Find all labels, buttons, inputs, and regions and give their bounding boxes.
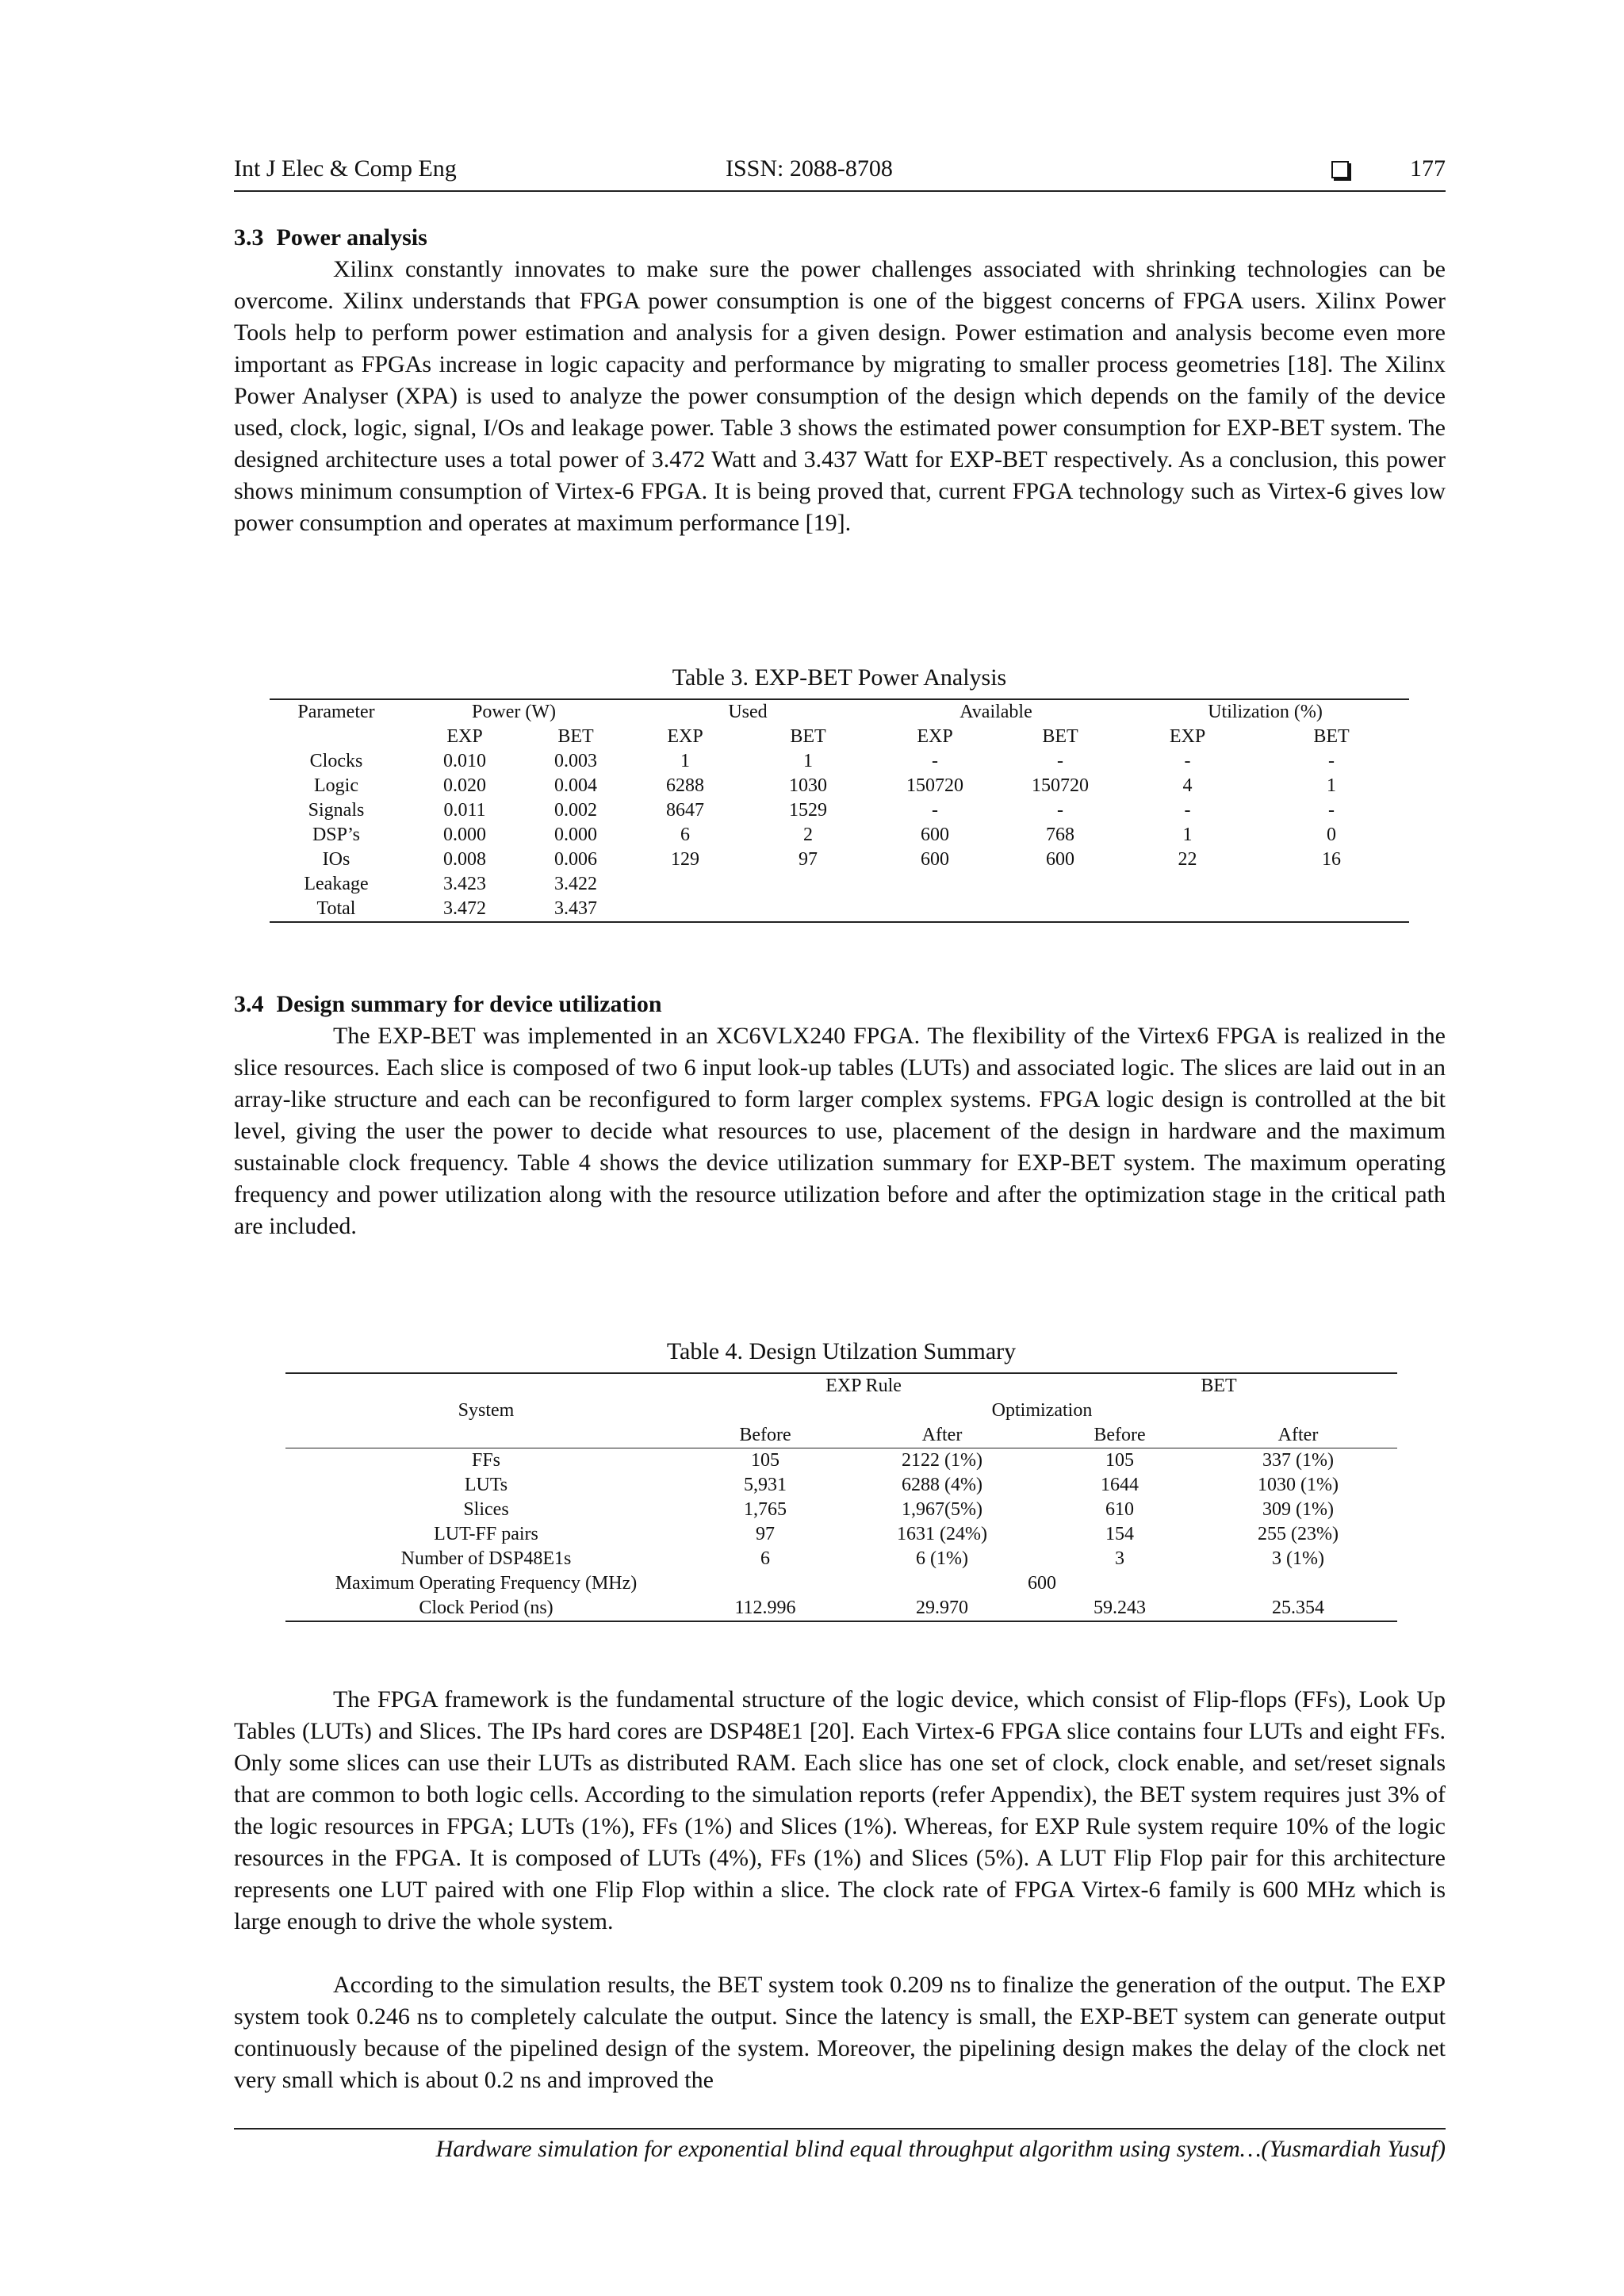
table-row <box>270 897 1409 922</box>
table-cell: 150720 <box>906 775 963 796</box>
table-cell: 16 <box>1322 849 1341 870</box>
table-row <box>285 1596 1397 1621</box>
body-paragraph-1: The FPGA framework is the fundamental structure of the logic device, which consist of Flip-flops (FFs), Look Up Tables (LUTs) and Slices. The IPs hard cores are DSP48E1 [20]. Each Virtex-6 FPGA slice contains four LUTs and eight FFs. Only some slices can use their LUTs as distributed RAM. Each slice has one set of clock, clock enable, and set/reset signals that are common to both logic cells. According to the simulation reports (refer Appendix), the BET system requires just 3% of the logic resources in FPGA; LUTs (1%), FFs (1%) and Slices (1%). Whereas, for EXP Rule system require 10% of the logic resources in the FPGA. It is composed of LUTs (4%), FFs (1%) and Slices (5%). A LUT Flip Flop pair for this architecture represents one LUT paired with one Flip Flop within a slice. The clock rate of FPGA Virtex-6 family is 600 MHz which is large enough to drive the whole system. <box>234 1686 1446 1934</box>
table3-header-cell: Utilization (%) <box>1121 699 1409 725</box>
table-cell: 600 <box>921 849 949 870</box>
table-row <box>285 1571 1397 1596</box>
table-cell: 3.423 <box>443 874 486 894</box>
table-cell: - <box>1184 751 1191 771</box>
table-cell: 112.996 <box>687 1596 844 1621</box>
table-row <box>285 1448 1397 1474</box>
table3-subheader-cell: EXP <box>446 726 483 747</box>
table-cell: 3 (1%) <box>1272 1548 1324 1569</box>
table-cell: 0.000 <box>554 825 597 845</box>
power-analysis-paragraph: Xilinx constantly innovates to make sure the power challenges associated with shrinking technologies can be overcome. Xilinx understands that FPGA power consumption is one of the biggest concerns of FPGA users. Xilinx Power Tools help to perform power estimation and analysis for a given design. Power estimation and analysis become even more important as FPGAs increase in logic capacity and performance by migrating to smaller process geometries [18]. The Xilinx Power Analyser (XPA) is used to analyze the power consumption of the design which depends on the family of the device used, clock, logic, signal, I/Os and leakage power. Table 3 shows the estimated power consumption for EXP-BET system. The designed architecture uses a total power of 3.472 Watt and 3.437 Watt for EXP-BET respectively. As a conclusion, this power shows minimum consumption of Virtex-6 FPGA. It is being proved that, current FPGA technology such as Virtex-6 gives low power consumption and operates at maximum performance [19]. <box>234 256 1446 536</box>
table-cell: - <box>1184 800 1191 821</box>
table3-subheader-cell: BET <box>1042 726 1078 747</box>
table3-header-cell: Parameter <box>270 699 403 725</box>
table3-subheader-cell: BET <box>1313 726 1350 747</box>
table-row <box>270 848 1409 872</box>
section-heading-power-analysis <box>234 224 427 251</box>
table4-design-utilization <box>285 1372 1397 1622</box>
table-cell: 105 <box>1105 1450 1134 1471</box>
table3-caption: Table 3. EXP-BET Power Analysis <box>672 664 1007 691</box>
table-cell: 3.472 <box>403 897 527 922</box>
table-cell: Logic <box>314 775 358 796</box>
table-cell: 3.422 <box>554 874 597 894</box>
table-cell: 0.000 <box>443 825 486 845</box>
table-cell: LUTs <box>464 1475 508 1495</box>
table-cell: 309 (1%) <box>1262 1499 1334 1520</box>
table4-subheader-cell: Before <box>687 1423 844 1448</box>
table3-header-row <box>270 699 1409 725</box>
table-cell: 0.010 <box>443 751 486 771</box>
table-cell: Clocks <box>309 751 363 771</box>
square-icon <box>1331 161 1349 178</box>
table-cell: 105 <box>751 1450 779 1471</box>
table-cell: 1644 <box>1101 1475 1139 1495</box>
table-cell: LUT-FF pairs <box>434 1524 538 1544</box>
table-cell: 97 <box>756 1524 775 1544</box>
table-cell: 0.006 <box>554 849 597 870</box>
table-cell: 337 (1%) <box>1262 1450 1334 1471</box>
table-cell: 0.003 <box>554 751 597 771</box>
table4-header-row <box>285 1399 1397 1423</box>
table-row <box>285 1522 1397 1547</box>
body-paragraph-2: According to the simulation results, the BET system took 0.209 ns to finalize the generation of the output. The EXP system took 0.246 ns to completely calculate the output. Since the latency is small, the EXP-BET system can generate output continuously because of the pipelined design of the system. Moreover, the pipelining design makes the delay of the clock net very small which is about 0.2 ns and improved the <box>234 1972 1446 2093</box>
table-cell: 1 <box>803 751 813 771</box>
table-cell: Leakage <box>304 874 369 894</box>
table3-header-cell: Used <box>625 699 871 725</box>
table-cell: 0.004 <box>554 775 597 796</box>
table-cell: - <box>1057 751 1063 771</box>
table-cell: 25.354 <box>1199 1596 1397 1621</box>
table-cell: 1030 (1%) <box>1258 1475 1339 1495</box>
section-number: 3.4 <box>234 991 264 1017</box>
table-cell: 600 <box>921 825 949 845</box>
table-cell: - <box>1328 800 1335 821</box>
table-cell: 610 <box>1105 1499 1134 1520</box>
design-summary-paragraph: The EXP-BET was implemented in an XC6VLX240 FPGA. The flexibility of the Virtex6 FPGA is realized in the slice resources. Each slice is composed of two 6 input look-up tables (LUTs) and associated logic. The slices are laid out in an array-like structure and each can be reconfigured to form larger complex systems. FPGA logic design is controlled at the bit level, giving the user the power to decide what resources to use, placement of the design in hardware and the maximum sustainable clock frequency. Table 4 shows the device utilization summary for EXP-BET system. The maximum operating frequency and power utilization along with the resource utilization before and after the optimization stage in the critical path are included. <box>234 1023 1446 1239</box>
table-cell: 768 <box>1046 825 1074 845</box>
table-cell: 6288 (4%) <box>902 1475 982 1495</box>
table-cell: 600 <box>1028 1573 1056 1594</box>
table-cell: 2 <box>803 825 813 845</box>
table4-subheader-row <box>285 1423 1397 1448</box>
table-cell: 154 <box>1105 1524 1134 1544</box>
table-cell: 3.437 <box>527 897 625 922</box>
table-cell: 22 <box>1178 849 1197 870</box>
table-cell: 129 <box>671 849 699 870</box>
table-cell: 150720 <box>1032 775 1089 796</box>
table4-subheader-cell: After <box>1199 1423 1397 1448</box>
table-cell: 6 (1%) <box>916 1548 968 1569</box>
table4-header-cell: System <box>458 1400 515 1421</box>
table-cell: - <box>932 751 938 771</box>
table-cell: 6288 <box>666 775 704 796</box>
table-cell: - <box>932 800 938 821</box>
table4-header-cell: Optimization <box>991 1400 1093 1421</box>
table3-subheader-cell: EXP <box>917 726 953 747</box>
table-cell: 6 <box>760 1548 770 1569</box>
table-cell: Slices <box>463 1499 509 1520</box>
table-row <box>270 774 1409 798</box>
table-cell: 600 <box>1046 849 1074 870</box>
table-cell: 1,967(5%) <box>902 1499 982 1520</box>
table-cell: 1 <box>1327 775 1336 796</box>
table-cell: 3 <box>1115 1548 1124 1569</box>
table-cell: 1 <box>1182 825 1193 845</box>
table-row <box>285 1547 1397 1571</box>
table-cell: 0.020 <box>443 775 486 796</box>
table-cell: IOs <box>322 849 350 870</box>
table3-subheader-cell: BET <box>557 726 594 747</box>
table-cell: Signals <box>308 800 365 821</box>
table4-header-cell: BET <box>1040 1373 1397 1399</box>
table-cell: 1,765 <box>744 1499 787 1520</box>
running-footer: Hardware simulation for exponential blind equal throughput algorithm using system…(Yusmardiah Yusuf) <box>234 2128 1446 2163</box>
section-title: Power analysis <box>276 224 427 251</box>
table-row <box>285 1498 1397 1522</box>
table-cell: Total <box>270 897 403 922</box>
table-cell: 4 <box>1182 775 1193 796</box>
table-cell: 8647 <box>666 800 704 821</box>
table-row <box>270 749 1409 774</box>
table4-caption: Table 4. Design Utilzation Summary <box>666 1338 1017 1364</box>
section-number: 3.3 <box>234 224 264 251</box>
table-cell: 97 <box>799 849 818 870</box>
table-cell: - <box>1328 751 1335 771</box>
table-cell: Number of DSP48E1s <box>400 1548 572 1569</box>
table3-subheader-cell: EXP <box>1169 726 1206 747</box>
table-cell: Clock Period (ns) <box>285 1596 687 1621</box>
page-number: 177 <box>1410 155 1446 182</box>
table3-subheader-row <box>270 725 1409 749</box>
table-cell: 0.011 <box>443 800 486 821</box>
table-cell: 1 <box>680 751 690 771</box>
table-row <box>285 1473 1397 1498</box>
table4-subheader-cell: After <box>844 1423 1040 1448</box>
table-cell: 5,931 <box>744 1475 787 1495</box>
table-cell: 0 <box>1327 825 1336 845</box>
table3-subheader-cell: BET <box>790 726 826 747</box>
table-cell: 6 <box>680 825 690 845</box>
table-cell: 0.002 <box>554 800 597 821</box>
table4-header-row <box>285 1373 1397 1399</box>
table-row <box>270 823 1409 848</box>
table-cell: FFs <box>471 1450 501 1471</box>
table-cell: 59.243 <box>1040 1596 1199 1621</box>
running-header <box>234 155 1446 192</box>
table-cell: Maximum Operating Frequency (MHz) <box>335 1573 638 1594</box>
table-cell: 1529 <box>789 800 827 821</box>
table3-header-cell: Power (W) <box>403 699 625 725</box>
table-cell: 29.970 <box>844 1596 1040 1621</box>
table-cell: DSP’s <box>312 825 361 845</box>
table-cell: - <box>1057 800 1063 821</box>
table3-subheader-cell: EXP <box>667 726 703 747</box>
table-row <box>270 798 1409 823</box>
table-cell: 2122 (1%) <box>902 1450 982 1471</box>
journal-name: Int J Elec & Comp Eng <box>234 155 457 182</box>
table-cell: 255 (23%) <box>1258 1524 1339 1544</box>
table-cell: 1631 (24%) <box>897 1524 987 1544</box>
table3-power-analysis <box>270 698 1409 923</box>
section-heading-design-summary <box>234 991 662 1018</box>
issn: ISSN: 2088-8708 <box>726 155 893 182</box>
table-row <box>270 872 1409 897</box>
table-cell: 1030 <box>789 775 827 796</box>
table3-header-cell: Available <box>871 699 1121 725</box>
table4-subheader-cell: Before <box>1040 1423 1199 1448</box>
table-cell: 0.008 <box>443 849 486 870</box>
table4-header-cell: EXP Rule <box>687 1373 1040 1399</box>
section-title: Design summary for device utilization <box>276 991 662 1017</box>
